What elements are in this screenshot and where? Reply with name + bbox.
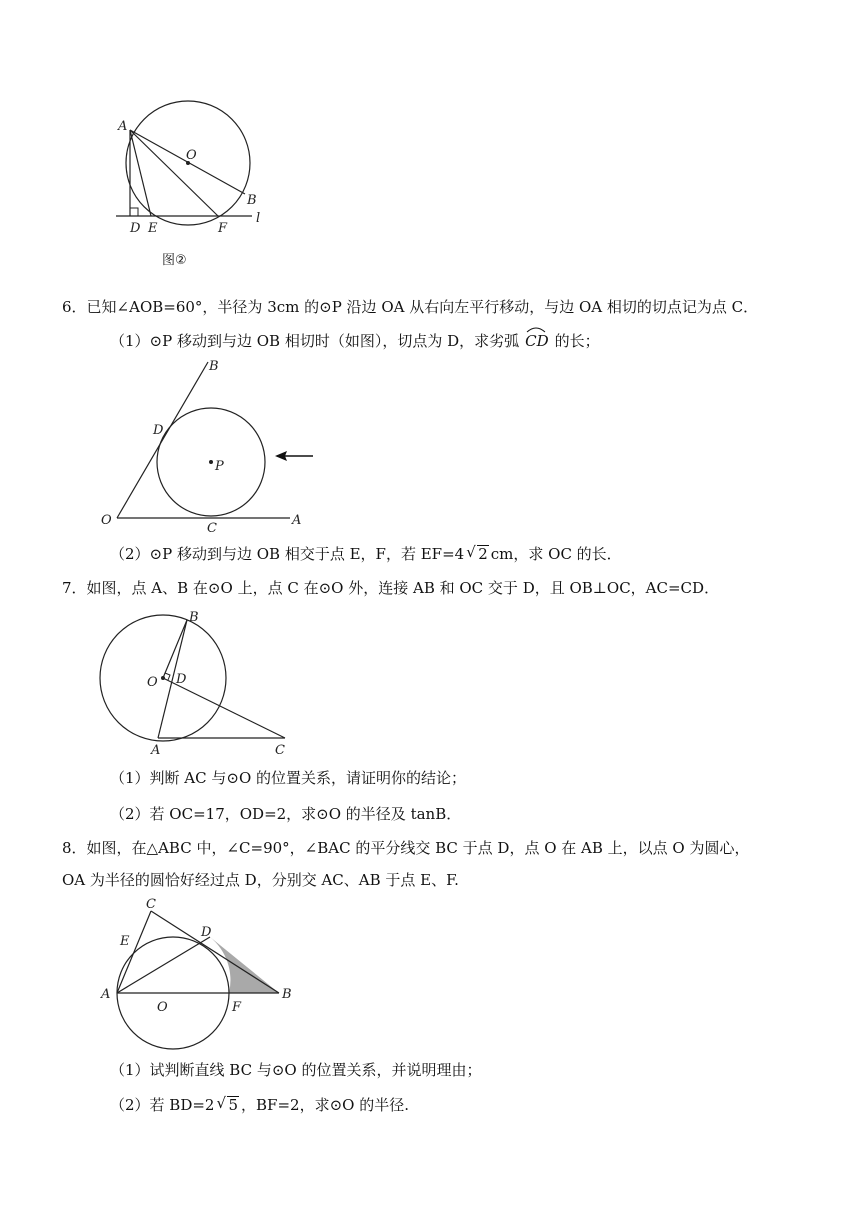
q6-part2	[110, 544, 622, 564]
label-d: D	[153, 423, 164, 438]
segment-oc	[163, 678, 285, 738]
figure-q6-diagram	[95, 358, 335, 538]
label-f: F	[232, 1000, 242, 1015]
sqrt-2: √ 2	[466, 543, 488, 563]
segment-ad	[117, 937, 210, 993]
shaded-region	[210, 937, 279, 993]
q8-part2-text-before: （2）若 BD=2	[110, 1096, 215, 1114]
q7-part1: （1）判断 AC 与⊙O 的位置关系，请证明你的结论；	[110, 769, 467, 787]
label-a: A	[292, 513, 302, 528]
sqrt-5-radicand: 5	[228, 1096, 239, 1114]
segment-af	[130, 130, 218, 216]
label-e: E	[120, 934, 130, 949]
q7-part2: （2）若 OC=17，OD=2，求⊙O 的半径及 tanB．	[110, 805, 462, 823]
figure-2-diagram	[110, 110, 280, 270]
label-o: O	[157, 1000, 168, 1015]
sqrt-5: √ 5	[216, 1094, 239, 1114]
q8-stem-line1: 8．如图，在△ABC 中，∠C=90°，∠BAC 的平分线交 BC 于点 D，点 O 在 AB 上，以点 O 为圆心，	[62, 839, 750, 857]
label-d: D	[176, 672, 187, 687]
q8-part2-text-after: ，BF=2，求⊙O 的半径.	[241, 1096, 409, 1114]
figure-q7-diagram	[95, 608, 305, 758]
q6-part1-text-before: （1）⊙P 移动到与边 OB 相切时（如图），切点为 D，求劣弧	[110, 332, 520, 350]
sqrt-2-radicand: 2	[478, 545, 488, 563]
label-b: B	[189, 610, 199, 625]
label-c: C	[146, 897, 156, 912]
figure-q7	[95, 608, 305, 758]
q6-stem: 6．已知∠AOB=60°，半径为 3cm 的⊙P 沿边 OA 从右向左平行移动，与边 OA 相切的切点记为点 C．	[62, 298, 759, 316]
label-d: D	[130, 221, 141, 236]
segment-ac	[117, 911, 151, 993]
label-p: P	[215, 459, 224, 474]
center-o	[161, 676, 165, 680]
label-o: O	[147, 675, 158, 690]
q7-stem: 7．如图，点 A、B 在⊙O 上，点 C 在⊙O 外，连接 AB 和 OC 交于 D，且 OB⊥OC，AC=CD．	[62, 579, 720, 597]
label-b: B	[209, 359, 219, 374]
figure-caption: 图②	[162, 253, 187, 268]
arc-mark-icon	[525, 325, 547, 333]
figure-q8-diagram	[95, 895, 315, 1055]
center-p	[209, 460, 213, 464]
segment-cb	[151, 911, 279, 993]
label-e: E	[148, 221, 158, 236]
label-b: B	[247, 193, 257, 208]
q8-stem-line2: OA 为半径的圆恰好经过点 D，分别交 AC、AB 于点 E、F.	[62, 871, 459, 889]
figure-2	[110, 110, 280, 270]
right-angle-mark	[130, 208, 138, 216]
label-o: O	[186, 148, 197, 163]
label-a: A	[151, 743, 161, 758]
label-l: l	[256, 211, 261, 226]
label-f: F	[218, 221, 228, 236]
q8-part1: （1）试判断直线 BC 与⊙O 的位置关系，并说明理由；	[110, 1061, 482, 1079]
label-o: O	[101, 513, 112, 528]
label-b: B	[282, 987, 292, 1002]
arc-cd-label: CD	[525, 332, 549, 350]
q8-part2	[110, 1095, 409, 1115]
q6-part2-text-before: （2）⊙P 移动到与边 OB 相交于点 E，F，若 EF=4	[110, 545, 465, 563]
label-a: A	[118, 119, 128, 134]
label-d: D	[201, 925, 212, 940]
figure-q8	[95, 895, 315, 1055]
label-c: C	[207, 521, 217, 536]
arc-cd	[525, 331, 549, 351]
ray-ob	[117, 362, 208, 518]
q6-part1-text-after: 的长；	[554, 332, 600, 350]
q6-part2-text-after: cm，求 OC 的长．	[490, 545, 622, 563]
figure-q6	[95, 358, 335, 538]
label-c: C	[275, 743, 285, 758]
label-a: A	[101, 987, 111, 1002]
q6-part1	[110, 331, 600, 351]
